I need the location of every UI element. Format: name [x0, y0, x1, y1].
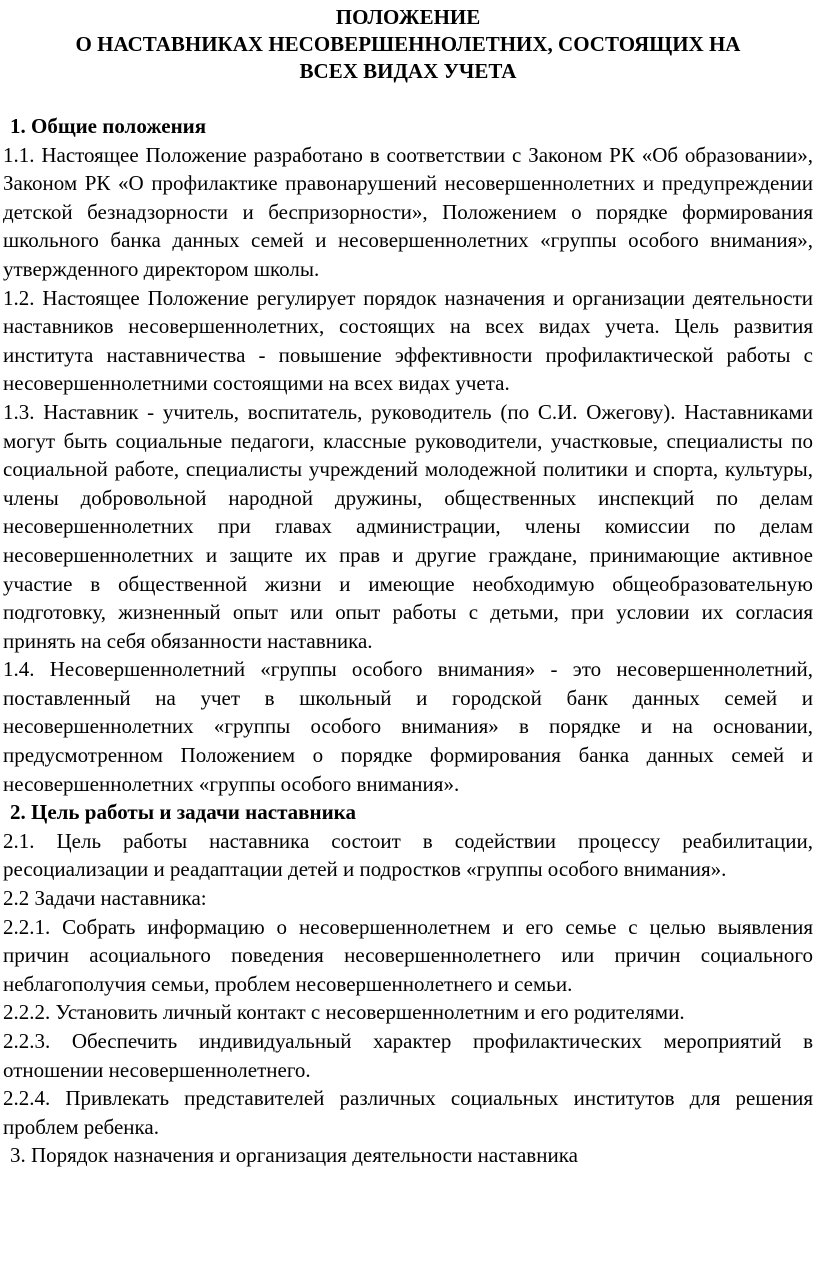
paragraph-1-1: 1.1. Настоящее Положение разработано в соответствии с Законом РК «Об образовании», Законом РК «О профилактике правонарушений несовершеннолетних и предупреждении детской безнадзорности и беспризорности», Положением о порядке формирования школьного банка данных семей и несовершеннолетних «группы особого внимания», утвержденного директором школы.: [3, 142, 813, 281]
paragraph-1-4: 1.4. Несовершеннолетний «группы особого внимания» - это несовершеннолетний, поставленный на учет в школьный и городской банк данных семей и несовершеннолетних «группы особого внимания» в порядке и на основании, предусмотренном Положением о порядке формирования банка данных семей и несовершеннолетних «группы особого внимания».: [3, 657, 813, 796]
section-general-provisions: [3, 112, 813, 798]
section-appointment-order: [3, 1141, 813, 1170]
title-line: ПОЛОЖЕНИЕ: [335, 5, 481, 29]
paragraph-1-3: 1.3. Наставник - учитель, воспитатель, руководитель (по С.И. Ожегову). Наставниками могут быть социальные педагоги, классные руководители, участковые, специалисты по социальной работе, специалисты учреждений молодежной политики и спорта, культуры, члены добровольной народной дружины, общественных инспекций по делам несовершеннолетних при главах администрации, члены комиссии по делам несовершеннолетних и защите их прав и другие граждане, принимающие активное участие в общественной жизни и имеющие необходимую общеобразовательную подготовку, жизненный опыт или опыт работы с детьми, при условии их согласия принять на себя обязанности наставника.: [3, 399, 813, 653]
document-title: [3, 4, 813, 85]
section-heading: 3. Порядок назначения и организация деятельности наставника: [10, 1143, 578, 1168]
section-goals-and-tasks: [3, 798, 813, 1141]
section-heading: 1. Общие положения: [10, 114, 207, 138]
paragraph-1-2: 1.2. Настоящее Положение регулирует порядок назначения и организации деятельности наставников несовершеннолетних, состоящих на всех видах учета. Цель развития института наставничества - повышение эффективности профилактической работы с несовершеннолетними состоящими на всех видах учета.: [3, 285, 813, 396]
section-heading: 2. Цель работы и задачи наставника: [10, 800, 356, 825]
paragraph-2-2-2: 2.2.2. Установить личный контакт с несовершеннолетним и его родителями.: [3, 1000, 685, 1025]
paragraph-2-2-3: 2.2.3. Обеспечить индивидуальный характер профилактических мероприятий в отношении несовершеннолетнего.: [3, 1029, 813, 1082]
title-line: О НАСТАВНИКАХ НЕСОВЕРШЕННОЛЕТНИХ, СОСТОЯЩИХ НА: [75, 32, 741, 56]
paragraph-2-1: 2.1. Цель работы наставника состоит в содействии процессу реабилитации, ресоциализации и реадаптации детей и подростков «группы особого внимания».: [3, 828, 813, 882]
title-line: ВСЕХ ВИДАХ УЧЕТА: [299, 59, 517, 83]
paragraph-2-2-4: 2.2.4. Привлекать представителей различных социальных институтов для решения проблем ребенка.: [3, 1086, 813, 1139]
paragraph-2-2-1: 2.2.1. Собрать информацию о несовершеннолетнем и его семье с целью выявления причин асоциального поведения несовершеннолетнего или причин социального неблагополучия семьи, проблем несовершеннолетнего и семьи.: [3, 914, 813, 996]
paragraph-2-2: 2.2 Задачи наставника:: [3, 886, 207, 911]
